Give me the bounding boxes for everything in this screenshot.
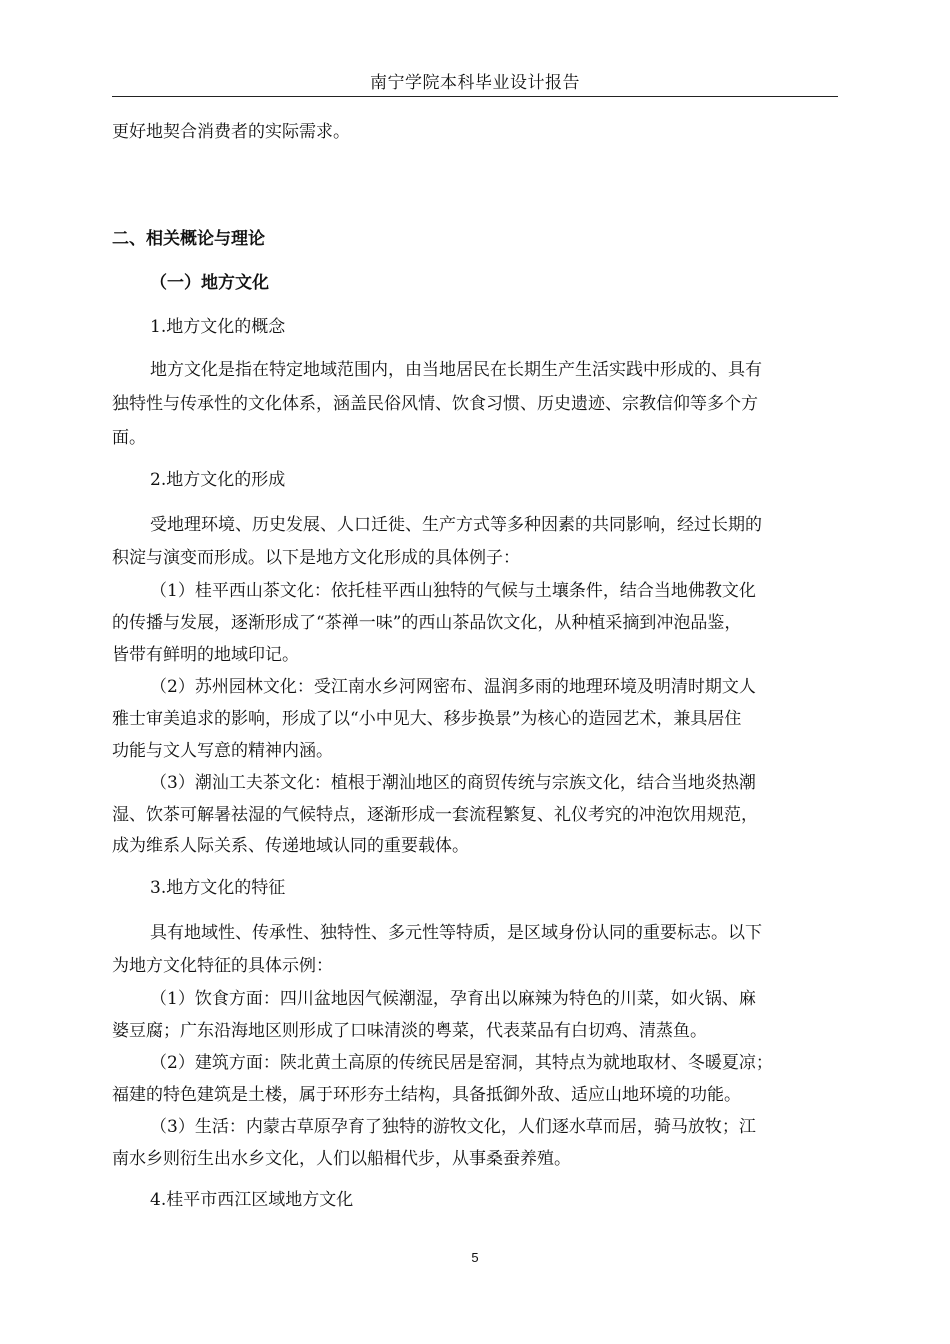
body-text-line: （1）饮食方面：四川盆地因气候潮湿，孕育出以麻辣为特色的川菜，如火锅、麻 — [150, 989, 756, 1009]
subsection-heading: （一）地方文化 — [150, 273, 269, 293]
body-text-line: 婆豆腐；广东沿海地区则形成了口味清淡的粤菜，代表菜品有白切鸡、清蒸鱼。 — [112, 1021, 707, 1041]
body-text-line: 雅士审美追求的影响，形成了以“小中见大、移步换景”为核心的造园艺术，兼具居住 — [112, 709, 742, 729]
body-text-line: （1）桂平西山茶文化：依托桂平西山独特的气候与土壤条件，结合当地佛教文化 — [150, 581, 756, 601]
body-text-line: 为地方文化特征的具体示例： — [112, 956, 333, 976]
body-text-line: 具有地域性、传承性、独特性、多元性等特质，是区域身份认同的重要标志。以下 — [150, 923, 762, 943]
body-text-line: 更好地契合消费者的实际需求。 — [112, 122, 350, 142]
body-text-line: 独特性与传承性的文化体系，涵盖民俗风情、饮食习惯、历史遗迹、宗教信仰等多个方 — [112, 394, 758, 414]
item-heading: 2.地方文化的形成 — [150, 470, 286, 490]
body-text-line: 南水乡则衍生出水乡文化，人们以船楫代步，从事桑蚕养殖。 — [112, 1149, 571, 1169]
body-text-line: 成为维系人际关系、传递地域认同的重要载体。 — [112, 836, 469, 856]
body-text-line: 面。 — [112, 428, 146, 448]
item-heading: 3.地方文化的特征 — [150, 878, 286, 898]
body-text-line: （2）建筑方面：陕北黄土高原的传统民居是窑洞，其特点为就地取材、冬暖夏凉； — [150, 1053, 773, 1073]
body-text-line: 湿、饮茶可解暑祛湿的气候特点，逐渐形成一套流程繁复、礼仪考究的冲泡饮用规范， — [112, 805, 758, 825]
section-heading: 二、相关概论与理论 — [112, 229, 265, 249]
body-text-line: 受地理环境、历史发展、人口迁徙、生产方式等多种因素的共同影响，经过长期的 — [150, 515, 762, 535]
page-number: 5 — [471, 1250, 479, 1265]
page-header: 南宁学院本科毕业设计报告 — [370, 73, 580, 93]
header-rule — [112, 96, 838, 97]
body-text-line: （3）生活：内蒙古草原孕育了独特的游牧文化，人们逐水草而居，骑马放牧；江 — [150, 1117, 756, 1137]
body-text-line: 福建的特色建筑是土楼，属于环形夯土结构，具备抵御外敌、适应山地环境的功能。 — [112, 1085, 741, 1105]
body-text-line: 积淀与演变而形成。以下是地方文化形成的具体例子： — [112, 548, 520, 568]
body-text-line: （2）苏州园林文化：受江南水乡河网密布、温润多雨的地理环境及明清时期文人 — [150, 677, 756, 697]
item-heading: 4.桂平市西江区域地方文化 — [150, 1190, 354, 1210]
item-heading: 1.地方文化的概念 — [150, 317, 286, 337]
body-text-line: 的传播与发展，逐渐形成了“茶禅一味”的西山茶品饮文化，从种植采摘到冲泡品鉴， — [112, 613, 742, 633]
body-text-line: 皆带有鲜明的地域印记。 — [112, 645, 299, 665]
body-text-line: 功能与文人写意的精神内涵。 — [112, 741, 333, 761]
body-text-line: 地方文化是指在特定地域范围内，由当地居民在长期生产生活实践中形成的、具有 — [150, 360, 762, 380]
body-text-line: （3）潮汕工夫茶文化：植根于潮汕地区的商贸传统与宗族文化，结合当地炎热潮 — [150, 773, 756, 793]
